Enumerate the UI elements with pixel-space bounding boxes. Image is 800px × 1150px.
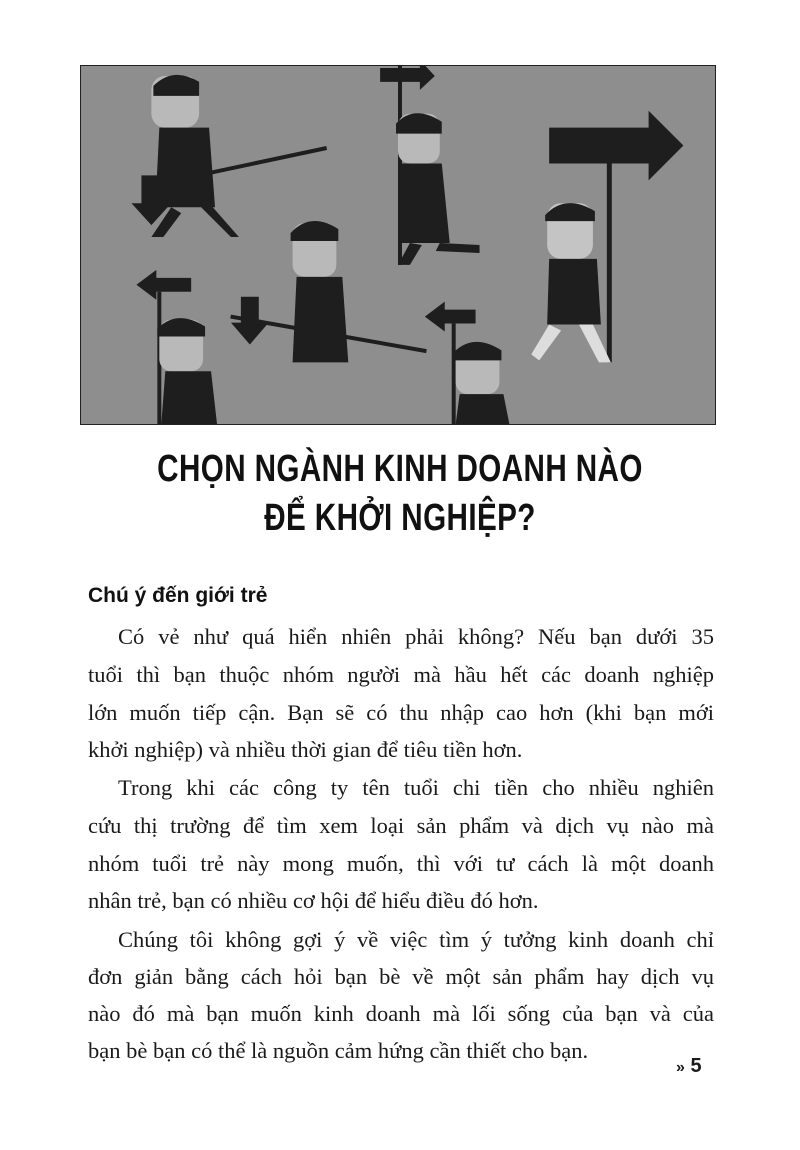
businessmen-arrows-drawing: [81, 66, 715, 424]
body-text-line: bạn bè bạn có thể là nguồn cảm hứng cần thiết cho bạn.: [88, 1038, 589, 1063]
body-text-line: nhân trẻ, bạn có nhiều cơ hội để hiểu điều đó hơn.: [88, 888, 539, 913]
chapter-title-line-1: CHỌN NGÀNH KINH DOANH NÀO: [157, 448, 643, 490]
chapter-title-line-2: ĐỂ KHỞI NGHIỆP?: [264, 497, 536, 539]
body-text-line: Trong khi các công ty tên tuổi chi tiền cho nhiều nghiên: [118, 775, 714, 800]
body-text-line: nhóm tuổi trẻ này mong muốn, thì với tư cách là một doanh: [88, 851, 714, 876]
body-text-line: cứu thị trường để tìm xem loại sản phẩm và dịch vụ nào mà: [88, 813, 714, 838]
body-text-line: Chúng tôi không gợi ý về việc tìm ý tưởng kinh doanh chỉ: [118, 927, 714, 952]
body-text-line: khởi nghiệp) và nhiều thời gian để tiêu tiền hơn.: [88, 737, 523, 762]
body-text-line: đơn giản bằng cách hỏi bạn bè về một sản phẩm hay dịch vụ: [88, 964, 714, 989]
body-text-line: lớn muốn tiếp cận. Bạn sẽ có thu nhập cao hơn (khi bạn mới: [88, 700, 714, 725]
double-chevron-icon: »: [676, 1059, 685, 1076]
page-number: [676, 1055, 702, 1078]
section-heading: Chú ý đến giới trẻ: [88, 584, 268, 607]
body-text-line: tuổi thì bạn thuộc nhóm người mà hầu hết các doanh nghiệp: [88, 662, 714, 687]
illustration-businessmen-with-arrows: [80, 65, 716, 425]
body-text-line: Có vẻ như quá hiển nhiên phải không? Nếu bạn dưới 35: [118, 624, 714, 649]
page-number-value: 5: [690, 1055, 702, 1077]
body-text-line: nào đó mà bạn muốn kinh doanh mà lối sống của bạn và của: [88, 1001, 714, 1026]
